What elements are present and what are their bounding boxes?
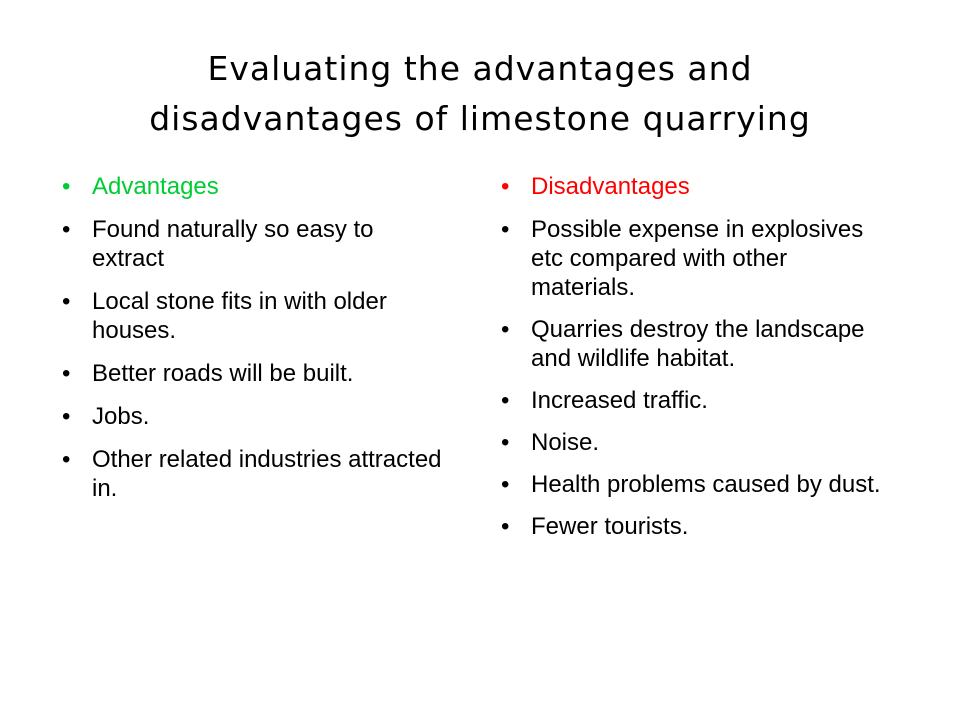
disadvantage-item bbox=[501, 470, 891, 499]
advantage-item-text: Found naturally so easy to extract bbox=[92, 216, 374, 272]
disadvantage-item-text: Increased traffic. bbox=[531, 387, 708, 414]
advantage-item-text: Jobs. bbox=[92, 403, 150, 430]
disadvantage-item-text: Possible expense in explosives etc compared with other materials. bbox=[531, 216, 864, 301]
disadvantage-item bbox=[501, 386, 891, 415]
advantage-item bbox=[62, 445, 452, 503]
disadvantage-item-text: Quarries destroy the landscape and wildlife habitat. bbox=[531, 316, 865, 372]
advantages-heading bbox=[62, 172, 452, 201]
disadvantage-item bbox=[501, 215, 891, 302]
bullet-icon: • bbox=[501, 387, 510, 414]
disadvantage-item bbox=[501, 315, 891, 373]
advantage-item bbox=[62, 287, 452, 345]
bullet-icon: • bbox=[62, 288, 71, 315]
bullet-icon: • bbox=[62, 173, 71, 200]
bullet-icon: • bbox=[501, 513, 510, 540]
bullet-icon: • bbox=[501, 173, 510, 200]
disadvantage-item-text: Health problems caused by dust. bbox=[531, 471, 881, 498]
bullet-icon: • bbox=[501, 429, 510, 456]
advantage-item bbox=[62, 359, 452, 388]
advantage-item-text: Other related industries attracted in. bbox=[92, 446, 442, 502]
advantage-item bbox=[62, 402, 452, 431]
disadvantage-item-text: Fewer tourists. bbox=[531, 513, 689, 540]
disadvantage-item-text: Noise. bbox=[531, 429, 600, 456]
bullet-icon: • bbox=[62, 360, 71, 387]
bullet-icon: • bbox=[62, 446, 71, 473]
bullet-icon: • bbox=[62, 216, 71, 243]
advantage-item bbox=[62, 215, 452, 273]
bullet-icon: • bbox=[501, 471, 510, 498]
bullet-icon: • bbox=[62, 403, 71, 430]
disadvantages-list bbox=[501, 172, 891, 554]
advantage-item-text: Better roads will be built. bbox=[92, 360, 354, 387]
slide-title-line-2: disadvantages of limestone quarrying bbox=[149, 99, 811, 138]
disadvantage-item bbox=[501, 512, 891, 541]
bullet-icon: • bbox=[501, 216, 510, 243]
slide-title-line-1: Evaluating the advantages and bbox=[207, 49, 753, 88]
advantage-item-text: Local stone fits in with older houses. bbox=[92, 288, 387, 344]
bullet-icon: • bbox=[501, 316, 510, 343]
disadvantage-item bbox=[501, 428, 891, 457]
disadvantages-heading bbox=[501, 172, 891, 201]
advantages-heading-label: Advantages bbox=[92, 173, 219, 200]
advantages-list bbox=[62, 172, 452, 517]
disadvantages-heading-label: Disadvantages bbox=[531, 173, 690, 200]
slide-title bbox=[60, 44, 900, 144]
